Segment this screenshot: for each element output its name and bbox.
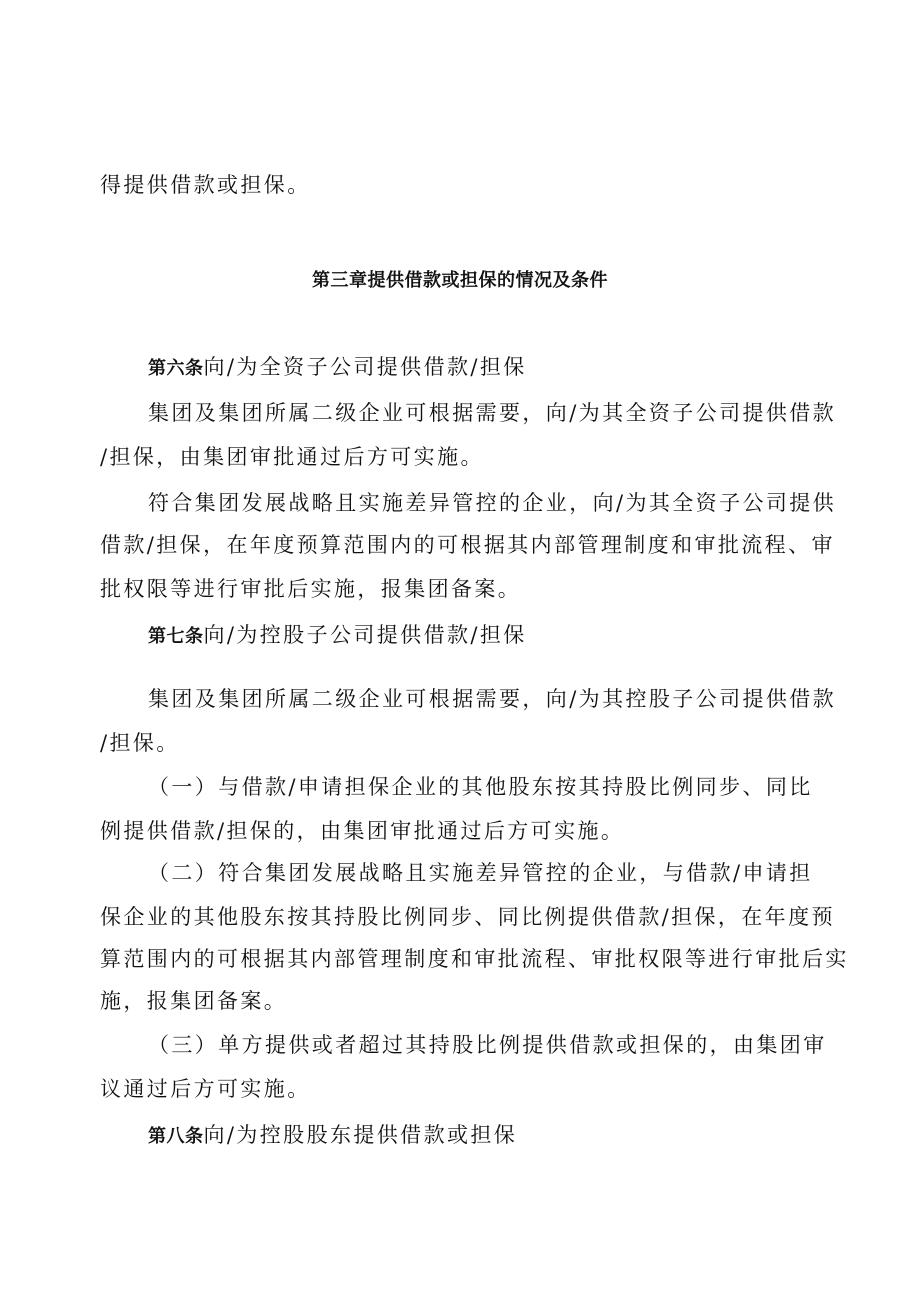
article-7-label: 第七条 — [148, 626, 204, 647]
article-6-para1-line1: 集团及集团所属二级企业可根据需要，向/为其全资子公司提供借款 — [148, 401, 837, 425]
chapter-heading: 第三章提供借款或担保的情况及条件 — [312, 270, 608, 291]
article-7-item1-line1: （一）与借款/申请担保企业的其他股东按其持股比例同步、同比 — [148, 775, 813, 799]
article-7-item2-line4: 施，报集团备案。 — [100, 989, 288, 1013]
article-7-heading — [0, 620, 920, 652]
article-7-para1-line2: /担保。 — [100, 731, 180, 755]
article-6-para2-line3: 批权限等进行审批后实施，报集团备案。 — [100, 577, 522, 601]
article-7-item2-line1: （二）符合集团发展战略且实施差异管控的企业，与借款/申请担 — [148, 861, 813, 885]
intro-tail-line: 得提供借款或担保。 — [100, 173, 311, 197]
article-7-item1-line2: 例提供借款/担保的，由集团审批通过后方可实施。 — [100, 819, 625, 843]
article-6-para2-line2: 借款/担保，在年度预算范围内的可根据其内部管理制度和审批流程、审 — [100, 533, 835, 557]
article-6-heading — [0, 352, 920, 384]
article-8-heading — [0, 1120, 920, 1152]
article-6-para2-line1: 符合集团发展战略且实施差异管控的企业，向/为其全资子公司提供 — [148, 491, 837, 515]
article-7-title: 向/为控股子公司提供借款/担保 — [203, 623, 527, 647]
article-6-title: 向/为全资子公司提供借款/担保 — [203, 355, 527, 379]
article-7-item2-line3: 算范围内的可根据其内部管理制度和审批流程、审批权限等进行审批后实 — [100, 947, 849, 971]
article-7-item3-line1: （三）单方提供或者超过其持股比例提供借款或担保的，由集团审 — [148, 1033, 827, 1057]
article-7-item2-line2: 保企业的其他股东按其持股比例同步、同比例提供借款/担保，在年度预 — [100, 905, 835, 929]
article-7-item3-line2: 议通过后方可实施。 — [100, 1077, 311, 1101]
article-6-para1-line2: /担保，由集团审批通过后方可实施。 — [100, 445, 484, 469]
article-8-label: 第八条 — [148, 1126, 204, 1147]
article-7-para1-line1: 集团及集团所属二级企业可根据需要，向/为其控股子公司提供借款 — [148, 687, 837, 711]
article-6-label: 第六条 — [148, 358, 204, 379]
article-8-title: 向/为控股股东提供借款或担保 — [203, 1123, 518, 1147]
